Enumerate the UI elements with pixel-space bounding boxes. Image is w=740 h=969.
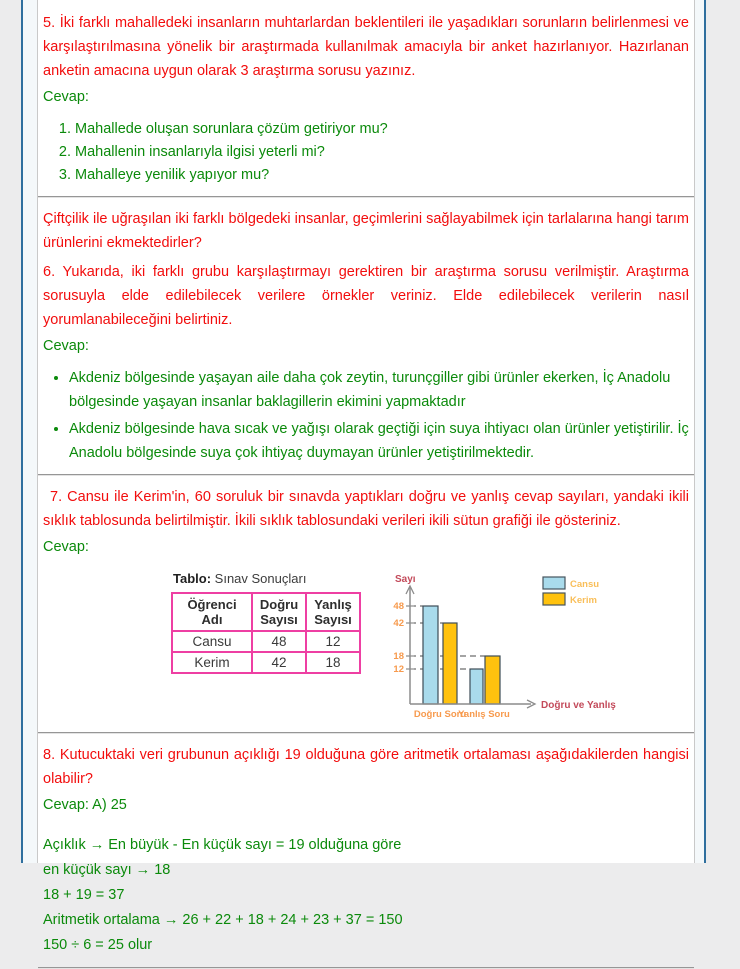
answer-item: • Akdeniz bölgesinde hava sıcak ve yağışı olarak geçtiği için suya ihtiyacı olan ürünler yetiştirilir. İç Anadolu bölgesinde suya çok ihtiyaç duymayan ürünler yetiştirilmektedir. (69, 417, 689, 465)
solution-line: 18 + 19 = 37 (43, 887, 125, 903)
question-5-text: 5. İki farklı mahalledeki insanların muhtarlardan beklentileri ile yaşadıkları sorunların belirlenmesi ve karşılaştırılmasına yönelik bir araştırmada kullanılmak amacıyla bir anket hazırlanıyor. Hazırlanan anketin amacına uygun olarak 3 araştırma sorusu yazınız. (43, 15, 689, 79)
col-header-wrong: Yanlış Sayısı (306, 593, 360, 631)
category-dogru-soru: Doğru Soru (413, 709, 467, 720)
answer-list-5 (43, 119, 689, 186)
legend-label-cansu: Cansu (570, 579, 600, 590)
section-divider (38, 474, 694, 476)
y-tick-42: 42 (393, 618, 404, 629)
solution-line: 150 ÷ 6 = 25 olur (43, 937, 153, 953)
cell-student: Kerim (172, 652, 252, 673)
section-divider (38, 732, 694, 734)
table-row (172, 652, 360, 673)
legend-label-kerim: Kerim (570, 595, 597, 606)
double-bar-chart (391, 571, 663, 723)
legend-swatch-kerim (543, 593, 565, 605)
answer-line-8: Cevap: A) 25 (43, 797, 127, 813)
page-frame (21, 0, 706, 953)
table-caption-text: Sınav Sonuçları (214, 571, 307, 586)
answer-label-6: Cevap: (43, 338, 89, 354)
answer-item: • Akdeniz bölgesinde yaşayan aile daha çok zeytin, turunçgiller gibi ürünler ekerken, İç Anadolu bölgesinde yaşayan insanlar baklagillerin ekimini yapmaktadır (69, 366, 689, 414)
exam-results-table (171, 592, 361, 674)
content-panel (37, 0, 695, 953)
answer-label-7: Cevap: (43, 539, 89, 555)
section-question-5 (43, 11, 689, 186)
bar-kerim-dogru (443, 623, 457, 704)
bar-cansu-dogru (423, 606, 438, 704)
section-divider (38, 196, 694, 198)
answer-label-5: Cevap: (43, 89, 89, 105)
section-question-6 (43, 207, 689, 465)
category-yanlis-soru: Yanlış Soru (458, 709, 510, 720)
cell-correct: 42 (252, 652, 306, 673)
table-header-row (172, 593, 360, 631)
cell-wrong: 18 (306, 652, 360, 673)
answer-item: 3. Mahalleye yenilik yapıyor mu? (75, 165, 689, 186)
table-caption-label: Tablo: (173, 571, 212, 586)
y-axis-label: Sayı (395, 574, 416, 585)
col-header-correct: Doğru Sayısı (252, 593, 306, 631)
answer-item: 1. Mahallede oluşan sorunlara çözüm getiriyor mu? (75, 119, 689, 140)
solution-line: en küçük sayı → 18 (43, 862, 171, 878)
x-axis-label: Doğru ve Yanlış (541, 700, 616, 711)
table-row (172, 631, 360, 652)
bar-kerim-yanlis (485, 656, 500, 704)
question-8-text: 8. Kutucuktaki veri grubunun açıklığı 19 olduğuna göre aritmetik ortalaması aşağıdakilerden hangisi olabilir? (43, 747, 689, 787)
exam-results-table-block (171, 571, 361, 674)
cell-student: Cansu (172, 631, 252, 652)
table-caption (173, 571, 361, 586)
section-question-8 (43, 743, 689, 958)
figure-exam-results (171, 571, 689, 723)
solution-line: Aritmetik ortalama → 26 + 22 + 18 + 24 + 23 + 37 = 150 (43, 912, 403, 928)
section-question-7 (43, 485, 689, 723)
answer-item: 2. Mahallenin insanlarıyla ilgisi yeterli mi? (75, 142, 689, 163)
solution-line: Açıklık → En büyük - En küçük sayı = 19 olduğuna göre (43, 837, 402, 853)
legend-swatch-cansu (543, 577, 565, 589)
cell-correct: 48 (252, 631, 306, 652)
bar-cansu-yanlis (470, 669, 483, 704)
question-7-text: 7. Cansu ile Kerim'in, 60 soruluk bir sınavda yaptıkları doğru ve yanlış cevap sayıları, yandaki ikili sıklık tablosunda belirtilmiştir. İkili sıklık tablosundaki verileri ikili sütun grafiği ile gösteriniz. (43, 489, 689, 529)
y-tick-18: 18 (393, 651, 404, 662)
answer-list-6 (43, 366, 689, 465)
question-6-text: 6. Yukarıda, iki farklı grubu karşılaştırmayı gerektiren bir araştırma sorusu verilmiştir. Araştırma sorusuyla elde edilebilecek verilere örnekler veriniz. Elde edilebilecek verilerin nasıl yorumlanabileceğini belirtiniz. (43, 264, 689, 328)
y-tick-48: 48 (393, 601, 404, 612)
y-tick-12: 12 (393, 664, 404, 675)
col-header-student: Öğrenci Adı (172, 593, 252, 631)
cell-wrong: 12 (306, 631, 360, 652)
question-6-intro: Çiftçilik ile uğraşılan iki farklı bölgedeki insanlar, geçimlerini sağlayabilmek için tarlalarına hangi tarım ürünlerini ekmektedirler? (43, 211, 689, 251)
